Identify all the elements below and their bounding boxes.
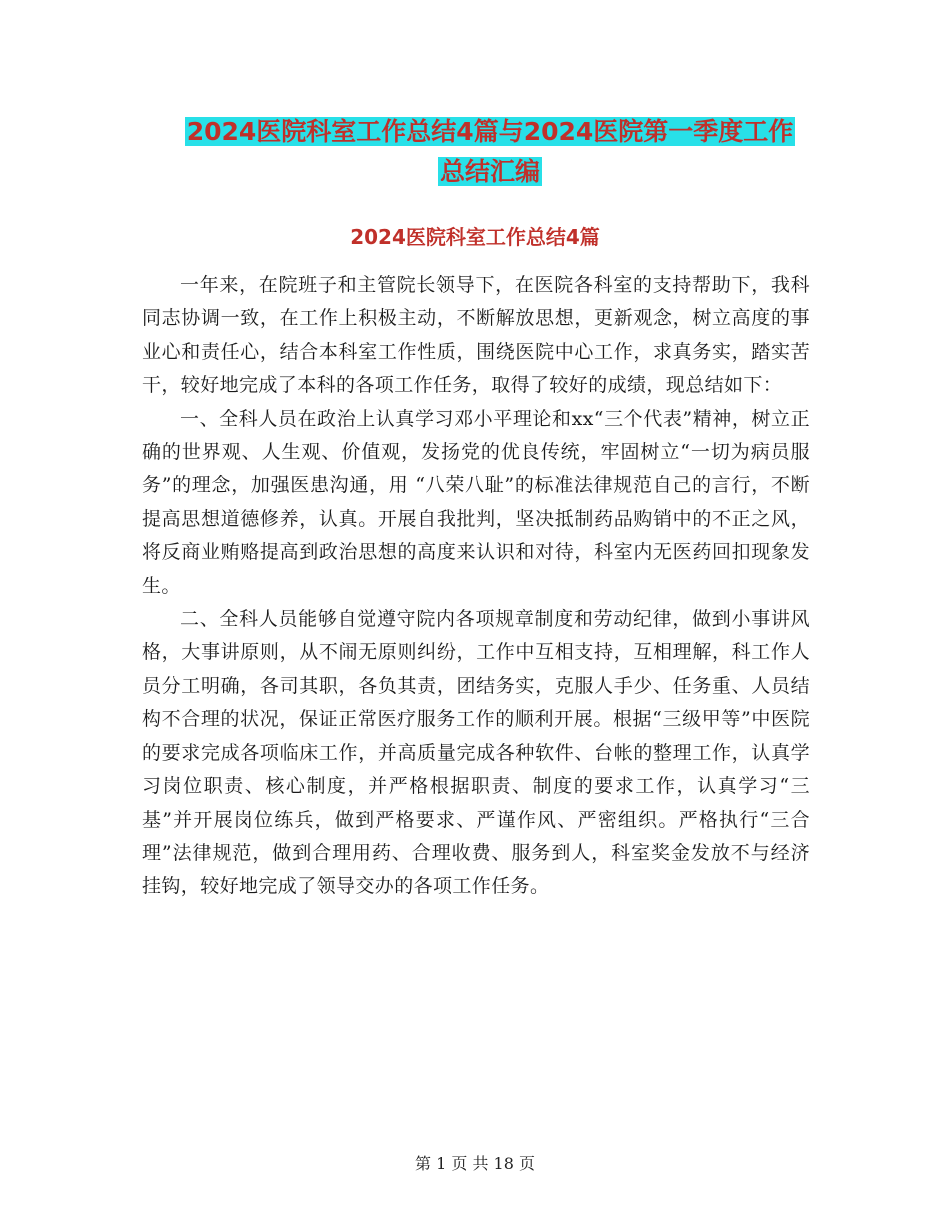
document-title — [140, 112, 840, 192]
paragraph-item-1: 一、全科人员在政治上认真学习邓小平理论和xx“三个代表”精神，树立正确的世界观、人生观、价值观，发扬党的优良传统，牢固树立“一切为病员服务”的理念，加强医患沟通，用 “八荣八耻”的标准法律规范自己的言行，不断提高思想道德修养，认真。开展自我批判，坚决抵制药品购销中的不正之风，将反商业贿赂提高到政治思想的高度来认识和对待，科室内无医药回扣现象发生。 — [142, 407, 810, 597]
document-title-line-1: 2024医院科室工作总结4篇与2024医院第一季度工作 — [186, 117, 794, 146]
document-title-line-2: 总结汇编 — [439, 157, 540, 186]
paragraph-item-2: 二、全科人员能够自觉遵守院内各项规章制度和劳动纪律，做到小事讲风格，大事讲原则，从不闹无原则纠纷，工作中互相支持，互相理解，科工作人员分工明确，各司其职，各负其责，团结务实，克服人手少、任务重、人员结构不合理的状况，保证正常医疗服务工作的顺利开展。根据“三级甲等”中医院的要求完成各项临床工作，并高质量完成各种软件、台帐的整理工作，认真学习岗位职责、核心制度，并严格根据职责、制度的要求工作，认真学习“三基”并开展岗位练兵，做到严格要求、严谨作风、严密组织。严格执行“三合理”法律规范，做到合理用药、合理收费、服务到人，科室奖金发放不与经济挂钩，较好地完成了领导交办的各项工作任务。 — [142, 608, 810, 898]
page-footer: 第 1 页 共 18 页 — [415, 1154, 535, 1173]
paragraph-intro: 一年来，在院班子和主管院长领导下，在医院各科室的支持帮助下，我科同志协调一致，在工作上积极主动，不断解放思想，更新观念，树立高度的事业心和责任心，结合本科室工作性质，围绕医院中心工作，求真务实，踏实苦干，较好地完成了本科的各项工作任务，取得了较好的成绩，现总结如下： — [142, 274, 810, 397]
section-title: 2024医院科室工作总结4篇 — [350, 225, 600, 249]
document-body — [142, 269, 810, 904]
